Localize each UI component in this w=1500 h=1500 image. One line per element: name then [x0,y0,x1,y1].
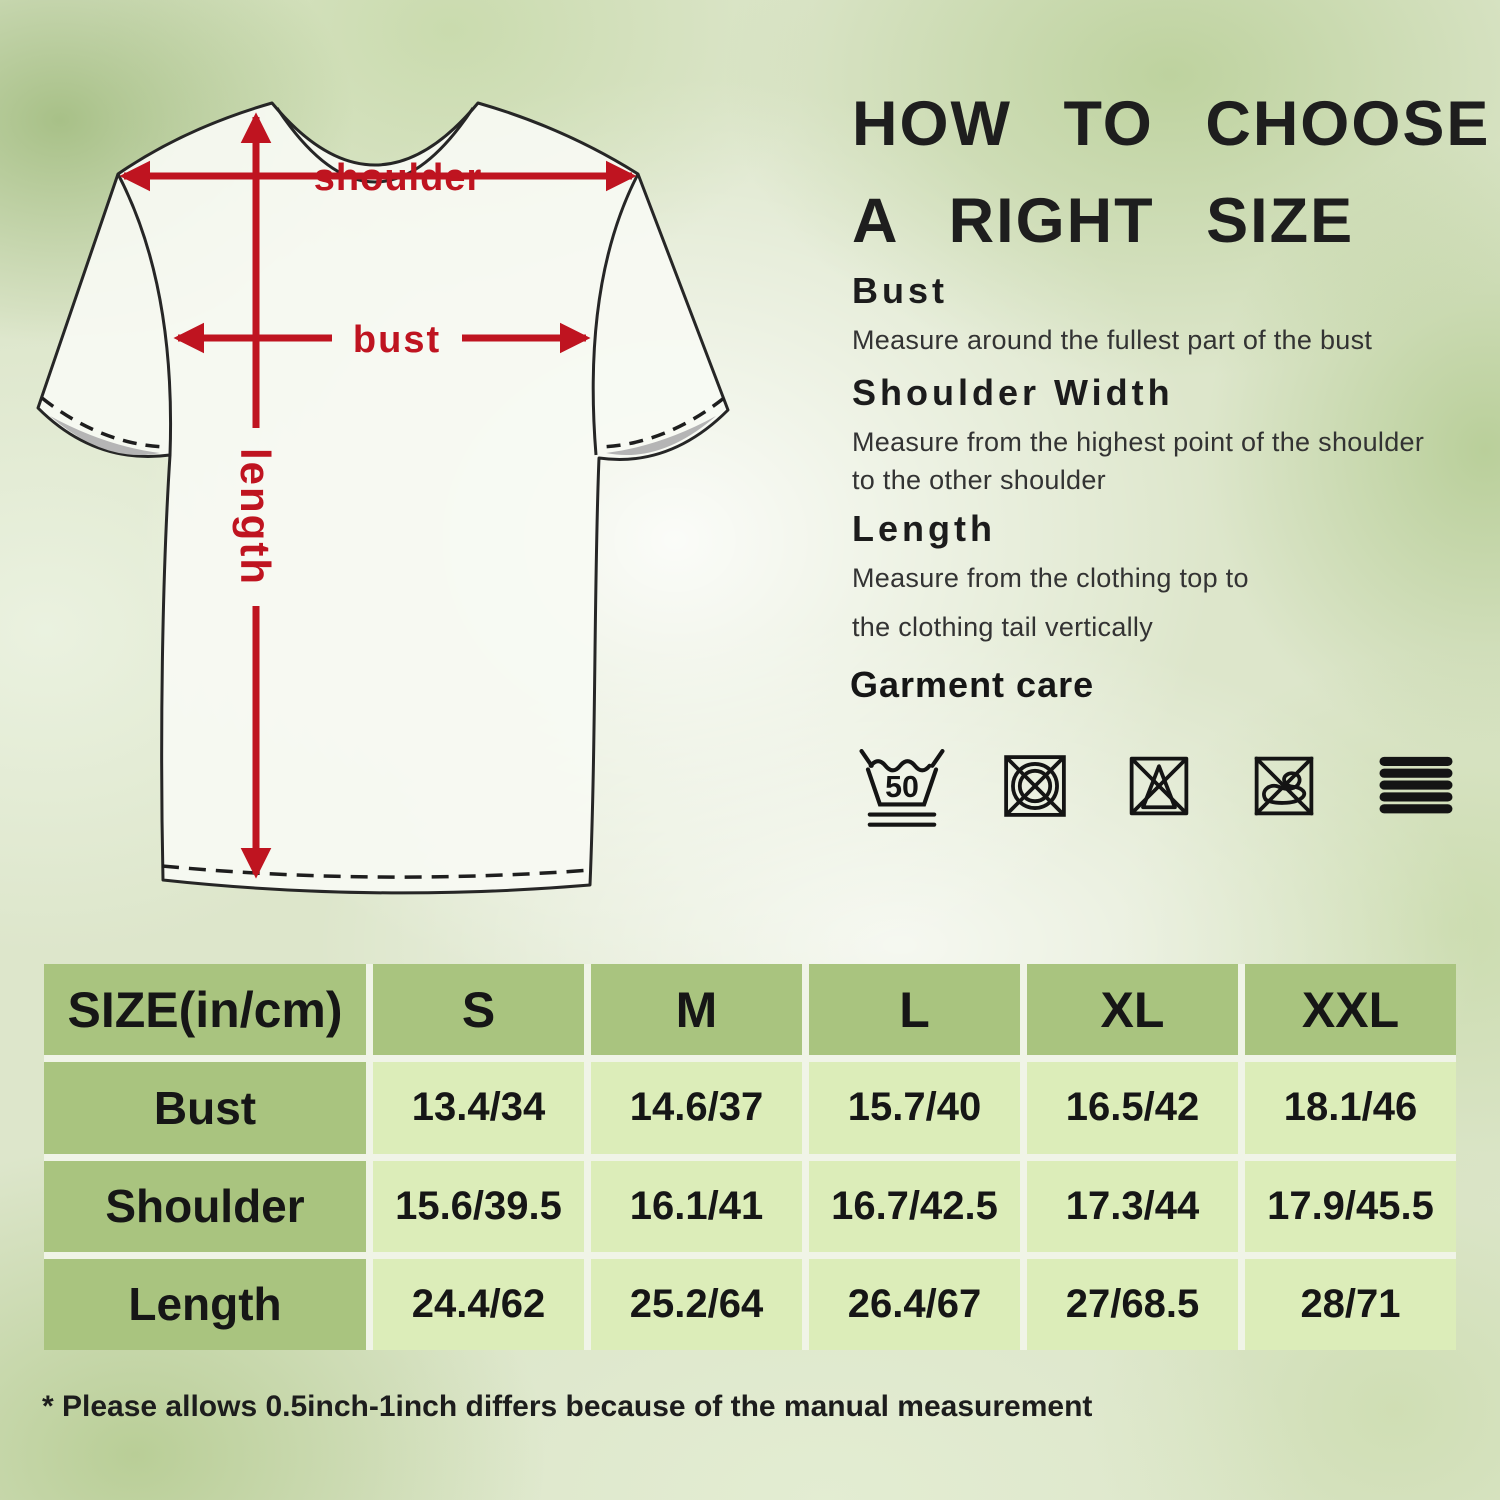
section-shoulder-text-2: to the other shoulder [852,465,1106,495]
title-line-1: HOW TO CHOOSE [852,89,1491,159]
table-cell-length-xxl: 28/71 [1245,1259,1456,1350]
table-cell-bust-s: 13.4/34 [373,1062,584,1153]
table-cell-length-l: 26.4/67 [809,1259,1020,1350]
page-title [852,76,1492,270]
bust-measure-label: bust [352,319,442,361]
section-length [852,508,1492,643]
table-header-xxl: XXL [1245,964,1456,1055]
table-cell-bust-xxl: 18.1/46 [1245,1062,1456,1153]
section-shoulder-width [852,372,1492,496]
table-cell-shoulder-xl: 17.3/44 [1027,1161,1238,1252]
section-bust-heading: Bust [852,270,948,311]
table-cell-shoulder-l: 16.7/42.5 [809,1161,1020,1252]
section-length-text-2: the clothing tail vertically [852,612,1154,642]
section-length-text-1: Measure from the clothing top to [852,563,1249,593]
length-measure-label: length [232,448,279,586]
title-line-2: A RIGHT SIZE [852,186,1355,256]
table-header-m: M [591,964,802,1055]
table-cell-bust-xl: 16.5/42 [1027,1062,1238,1153]
section-shoulder-heading: Shoulder Width [852,372,1174,413]
table-cell-shoulder-s: 15.6/39.5 [373,1161,584,1252]
dry-flat-icon [1370,755,1462,817]
table-row-label-length: Length [44,1259,366,1350]
table-cell-shoulder-xxl: 17.9/45.5 [1245,1161,1456,1252]
size-table [44,964,1456,1350]
table-cell-bust-l: 15.7/40 [809,1062,1020,1153]
section-bust-text: Measure around the fullest part of the bust [852,325,1373,355]
section-shoulder-text-1: Measure from the highest point of the shoulder [852,427,1425,457]
table-row-label-bust: Bust [44,1062,366,1153]
table-header-xl: XL [1027,964,1238,1055]
table-cell-length-m: 25.2/64 [591,1259,802,1350]
table-row-label-shoulder: Shoulder [44,1161,366,1252]
table-cell-length-xl: 27/68.5 [1027,1259,1238,1350]
do-not-wring-icon [1246,746,1322,826]
section-bust [852,270,1492,356]
table-cell-length-s: 24.4/62 [373,1259,584,1350]
table-header-s: S [373,964,584,1055]
table-header-size-unit: SIZE(in/cm) [44,964,366,1055]
table-cell-bust-m: 14.6/37 [591,1062,802,1153]
shoulder-measure-label: shoulder [313,157,483,199]
do-not-tumble-dry-icon [997,748,1073,824]
wash-temperature-label: 50 [885,771,919,805]
section-length-heading: Length [852,508,996,549]
garment-care-heading: Garment care [850,664,1095,705]
tshirt-outline [38,103,728,893]
measurement-disclaimer: * Please allows 0.5inch-1inch differs because of the manual measurement [42,1390,1093,1423]
tshirt-measurement-diagram [10,60,810,960]
table-header-l: L [809,964,1020,1055]
machine-wash-50-icon [856,737,948,835]
table-cell-shoulder-m: 16.1/41 [591,1161,802,1252]
do-not-bleach-icon [1121,748,1197,824]
garment-care-icons [856,736,1462,836]
